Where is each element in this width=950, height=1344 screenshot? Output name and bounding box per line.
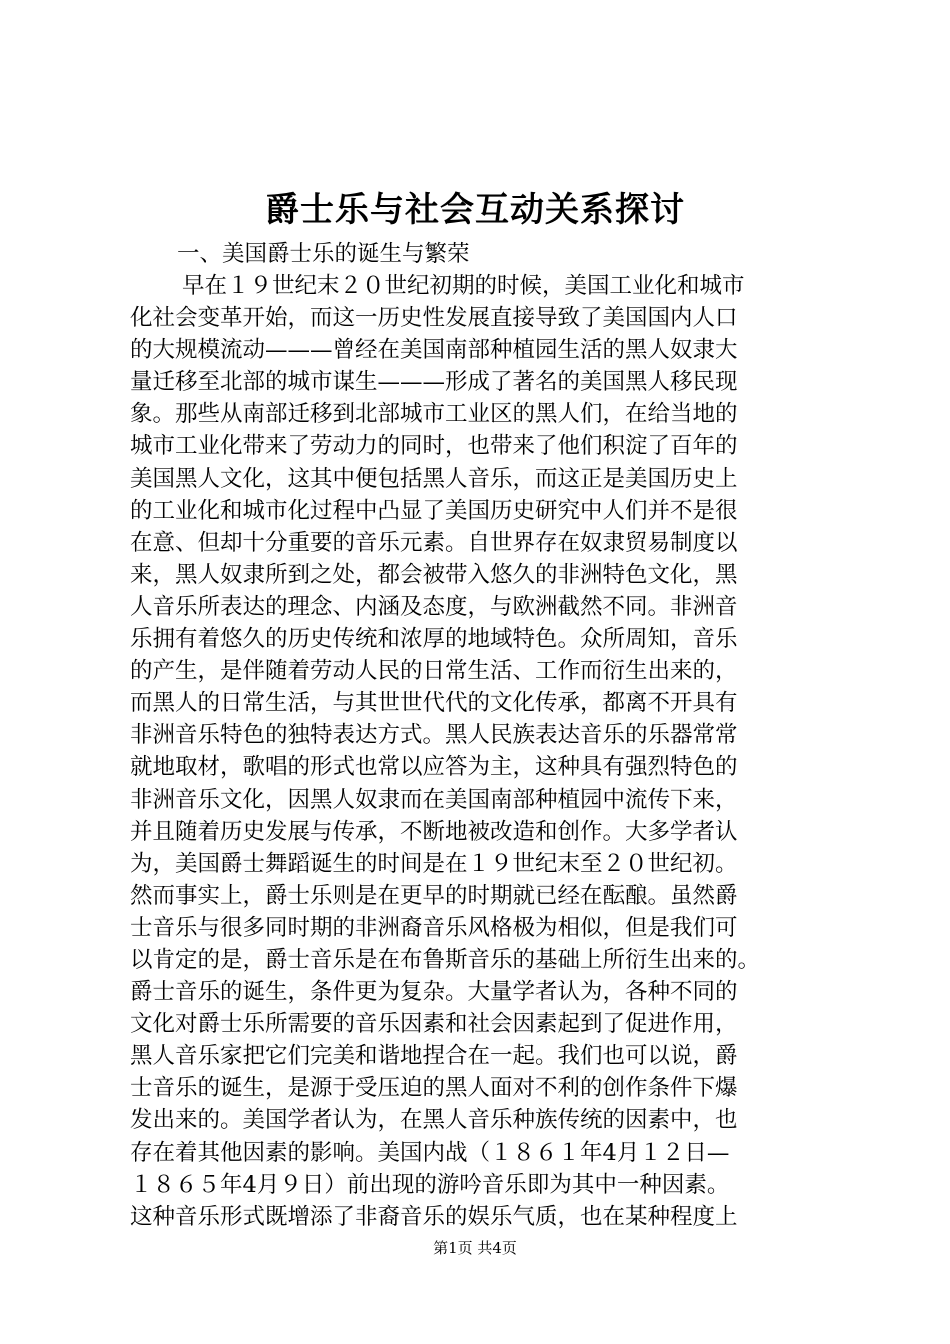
body-line: 文化对爵士乐所需要的音乐因素和社会因素起到了促进作用，: [130, 1011, 738, 1038]
body-line: 的工业化和城市化过程中凸显了美国历史研究中人们并不是很: [130, 497, 738, 524]
body-line: 的产生，是伴随着劳动人民的日常生活、工作而衍生出来的，: [130, 658, 738, 685]
section-heading: 一、美国爵士乐的诞生与繁荣: [177, 241, 470, 267]
body-line: 并且随着历史发展与传承，不断地被改造和创作。大多学者认: [130, 818, 738, 845]
body-line: 士音乐与很多同时期的非洲裔音乐风格极为相似，但是我们可: [130, 914, 738, 941]
body-line: 美国黑人文化，这其中便包括黑人音乐，而这正是美国历史上: [130, 465, 738, 492]
body-line: 的大规模流动———曾经在美国南部种植园生活的黑人奴隶大: [130, 337, 738, 364]
body-line: 城市工业化带来了劳动力的同时，也带来了他们积淀了百年的: [130, 433, 738, 460]
body-line: 化社会变革开始，而这一历史性发展直接导致了美国国内人口: [130, 305, 738, 332]
body-line: 非洲音乐文化，因黑人奴隶而在美国南部种植园中流传下来，: [130, 786, 738, 813]
body-line: 存在着其他因素的影响。美国内战（１８６１年4月１２日—: [130, 1139, 730, 1166]
body-line: 以肯定的是，爵士音乐是在布鲁斯音乐的基础上所衍生出来的。: [130, 946, 761, 973]
body-line: 为，美国爵士舞蹈诞生的时间是在１９世纪末至２０世纪初。: [130, 850, 738, 877]
body-line: 而黑人的日常生活，与其世世代代的文化传承，都离不开具有: [130, 690, 738, 717]
body-line: 黑人音乐家把它们完美和谐地捏合在一起。我们也可以说，爵: [130, 1043, 738, 1070]
body-line: 士音乐的诞生，是源于受压迫的黑人面对不利的创作条件下爆: [130, 1075, 738, 1102]
body-line: 来，黑人奴隶所到之处，都会被带入悠久的非洲特色文化，黑: [130, 561, 738, 588]
body-line: 非洲音乐特色的独特表达方式。黑人民族表达音乐的乐器常常: [130, 722, 738, 749]
body-line: 人音乐所表达的理念、内涵及态度，与欧洲截然不同。非洲音: [130, 593, 738, 620]
body-line: 量迁移至北部的城市谋生———形成了著名的美国黑人移民现: [130, 369, 738, 396]
document-title: 爵士乐与社会互动关系探讨: [265, 190, 685, 230]
body-line: 在意、但却十分重要的音乐元素。自世界存在奴隶贸易制度以: [130, 529, 738, 556]
page-number-footer: 第1页 共4页: [433, 1239, 517, 1257]
body-text: [130, 270, 830, 1233]
body-line: 早在１９世纪末２０世纪初期的时候，美国工业化和城市: [182, 273, 745, 299]
body-line: 这种音乐形式既增添了非裔音乐的娱乐气质，也在某种程度上: [130, 1203, 738, 1230]
body-line: 然而事实上，爵士乐则是在更早的时期就已经在酝酿。虽然爵: [130, 882, 738, 909]
body-line: 发出来的。美国学者认为，在黑人音乐种族传统的因素中，也: [130, 1107, 738, 1134]
body-line: １８６５年4月９日）前出现的游吟音乐即为其中一种因素。: [130, 1171, 730, 1198]
body-line: 乐拥有着悠久的历史传统和浓厚的地域特色。众所周知，音乐: [130, 626, 738, 653]
body-line: 象。那些从南部迁移到北部城市工业区的黑人们，在给当地的: [130, 401, 738, 428]
body-line: 爵士音乐的诞生，条件更为复杂。大量学者认为，各种不同的: [130, 979, 738, 1006]
body-line: 就地取材，歌唱的形式也常以应答为主，这种具有强烈特色的: [130, 754, 738, 781]
